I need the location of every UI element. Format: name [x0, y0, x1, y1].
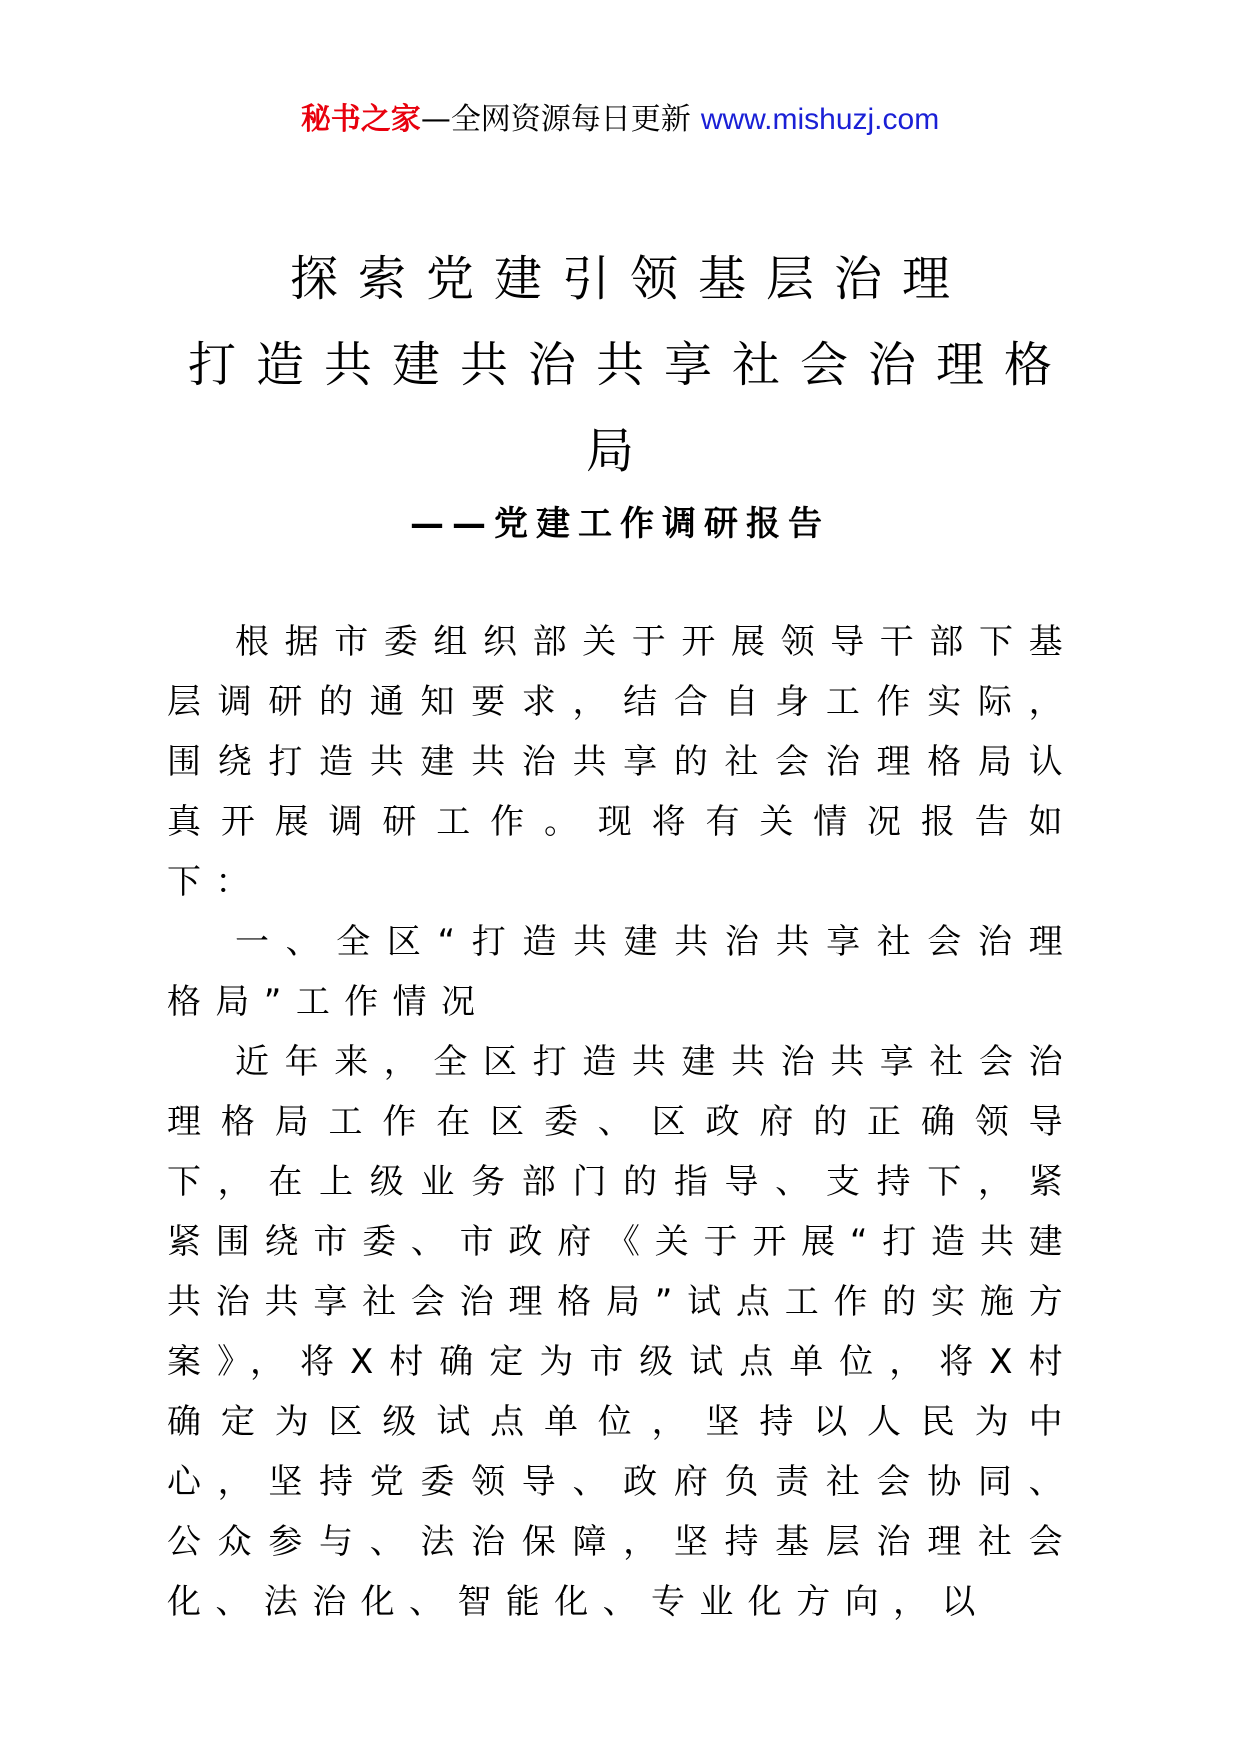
header-banner: [0, 100, 1240, 140]
section-heading: 一、全区“打造共建共治共享社会治理格局”工作情况: [167, 922, 1077, 1022]
title-line-2: 打造共建共治共享社会治理格: [187, 337, 1072, 393]
document-body: [167, 612, 1077, 1632]
title-line-3: 局: [585, 423, 654, 479]
body-paragraph: 近年来，全区打造共建共治共享社会治理格局工作在区委、区政府的正确领导下，在上级业务部门的指导、支持下，紧紧围绕市委、市政府《关于开展“打造共建共治共享社会治理格局”试点工作的实施方案》，将X村确定为市级试点单位，将X村确定为区级试点单位，坚持以人民为中心，坚持党委领导、政府负责社会协同、公众参与、法治保障，坚持基层治理社会化、法治化、智能化、专业化方向，以: [167, 1042, 1077, 1622]
body-paragraph: 根据市委组织部关于开展领导干部下基层调研的通知要求，结合自身工作实际，围绕打造共建共治共享的社会治理格局认真开展调研工作。现将有关情况报告如下：: [167, 622, 1077, 902]
document-subtitle: ——党建工作调研报告: [410, 504, 830, 544]
document-title: [0, 236, 1240, 494]
header-tagline: —全网资源每日更新: [420, 102, 691, 137]
brand-name: 秘书之家: [300, 102, 421, 137]
site-url-link[interactable]: www.mishuzj.com: [700, 103, 940, 136]
title-line-1: 探索党建引领基层治理: [289, 251, 970, 307]
